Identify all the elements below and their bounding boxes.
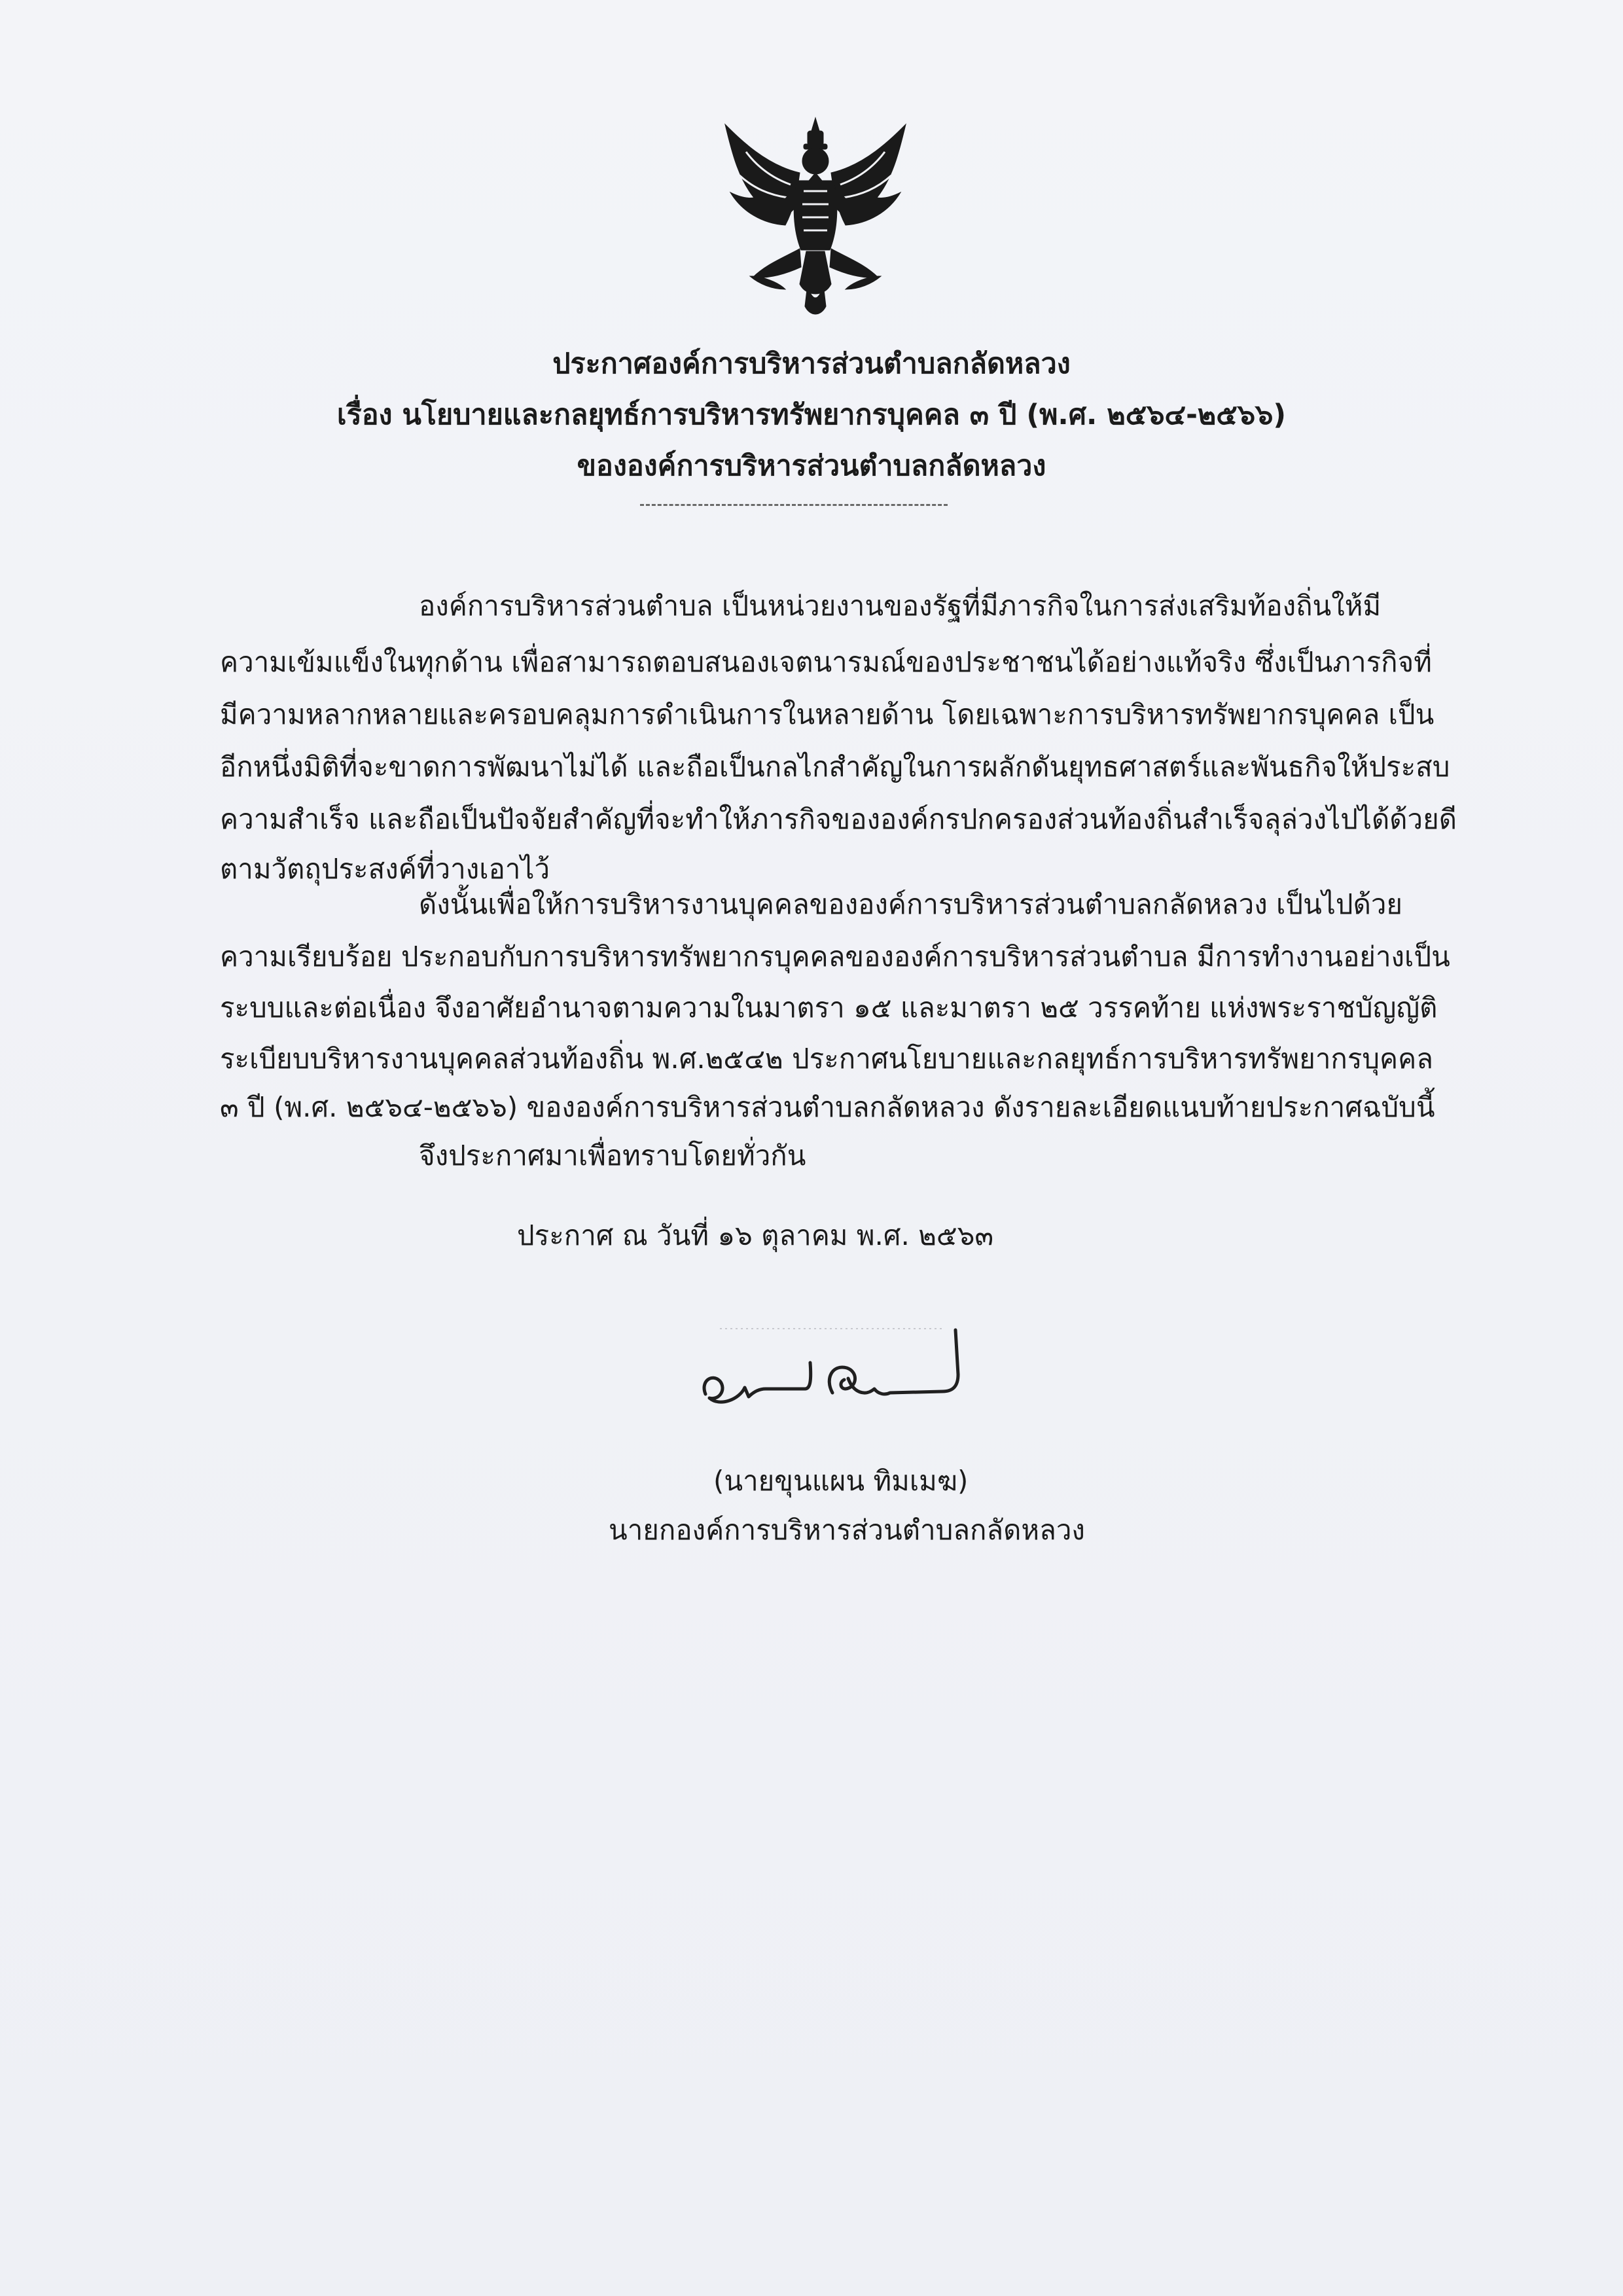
paragraph-1-line: องค์การบริหารส่วนตำบล เป็นหน่วยงานของรัฐที่มีภารกิจในการส่งเสริมท้องถิ่นให้มี [419,590,1382,622]
announcement-subject: เรื่อง นโยบายและกลยุทธ์การบริหารทรัพยากรบุคคล ๓ ปี (พ.ศ. ๒๕๖๔-๒๕๖๖) [336,399,1287,431]
paragraph-2-line: ระเบียบบริหารงานบุคคลส่วนท้องถิ่น พ.ศ.๒๕๔๒ ประกาศนโยบายและกลยุทธ์การบริหารทรัพยากรบุคคล [220,1043,1433,1075]
heading-divider [640,504,948,506]
paragraph-1-line: ความเข้มแข็งในทุกด้าน เพื่อสามารถตอบสนองเจตนารมณ์ของประชาชนได้อย่างแท้จริง ซึ่งเป็นภารกิจที่ [220,646,1432,678]
announcement-title: ประกาศองค์การบริหารส่วนตำบลกลัดหลวง [552,348,1071,380]
announcement-date: ประกาศ ณ วันที่ ๑๖ ตุลาคม พ.ศ. ๒๕๖๓ [517,1219,994,1251]
paragraph-2-line: ความเรียบร้อย ประกอบกับการบริหารทรัพยากรบุคคลขององค์การบริหารส่วนตำบล มีการทำงานอย่างเป็น [220,941,1450,973]
signer-name: (นายขุนแผน ทิมเมฆ) [713,1465,969,1497]
paragraph-1-line: ความสำเร็จ และถือเป็นปัจจัยสำคัญที่จะทำให้ภารกิจขององค์กรปกครองส่วนท้องถิ่นสำเร็จลุล่วงไปได้ด้วยดี [220,803,1457,835]
garuda-emblem-icon [720,113,911,319]
paragraph-1-line: มีความหลากหลายและครอบคลุมการดำเนินการในหลายด้าน โดยเฉพาะการบริหารทรัพยากรบุคคล เป็น [220,698,1435,730]
paragraph-1-line: อีกหนึ่งมิติที่จะขาดการพัฒนาไม่ได้ และถือเป็นกลไกสำคัญในการผลักดันยุทธศาสตร์และพันธกิจให้ประสบ [220,751,1450,783]
paragraph-1-line: ตามวัตถุประสงค์ที่วางเอาไว้ [220,853,550,885]
announcement-organization: ขององค์การบริหารส่วนตำบลกลัดหลวง [577,450,1046,482]
handwritten-signature [694,1316,982,1440]
paragraph-2-line: ดังนั้นเพื่อให้การบริหารงานบุคคลขององค์การบริหารส่วนตำบลกลัดหลวง เป็นไปด้วย [419,888,1403,920]
paragraph-2-line: ๓ ปี (พ.ศ. ๒๕๖๔-๒๕๖๖) ขององค์การบริหารส่วนตำบลกลัดหลวง ดังรายละเอียดแนบท้ายประกาศฉบับนี้ [220,1091,1435,1123]
closing-statement: จึงประกาศมาเพื่อทราบโดยทั่วกัน [419,1139,806,1172]
signer-position: นายกองค์การบริหารส่วนตำบลกลัดหลวง [609,1514,1085,1546]
paragraph-2-line: ระบบและต่อเนื่อง จึงอาศัยอำนาจตามความในมาตรา ๑๕ และมาตรา ๒๕ วรรคท้าย แห่งพระราชบัญญัติ [220,992,1438,1024]
